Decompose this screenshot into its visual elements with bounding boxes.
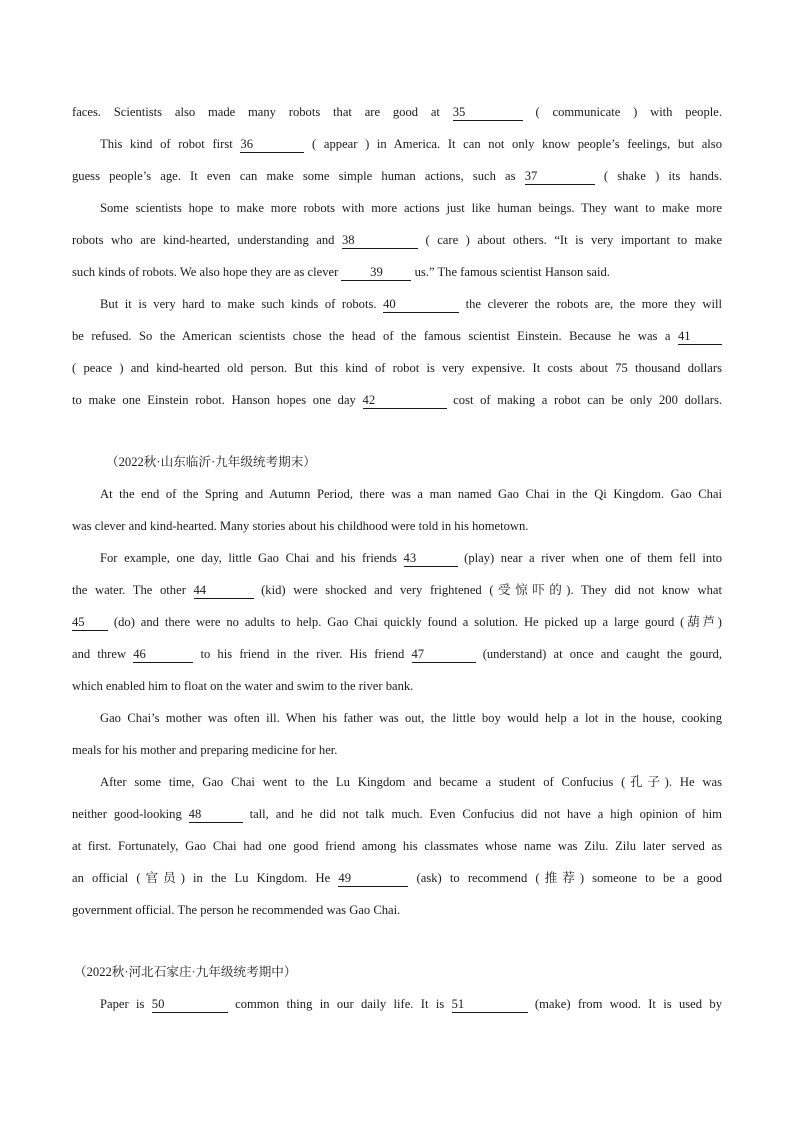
p2-line-11: neither good-looking 48 tall, and he did not talk much. Even Confucius did not have a high opinion of him: [72, 807, 722, 821]
p1-line-7: But it is very hard to make such kinds of robots. 40 the cleverer the robots are, the more they will: [100, 297, 722, 311]
p2-line-14: government official. The person he recommended was Gao Chai.: [72, 903, 401, 917]
p2-line-8: Gao Chai’s mother was often ill. When his father was out, the little boy would help a lot in the house, cooking: [100, 711, 722, 725]
blank-37[interactable]: 37: [525, 168, 595, 185]
blank-40[interactable]: 40: [383, 296, 459, 313]
p1-line-4: Some scientists hope to make more robots with more actions just like human beings. They want to make more: [100, 201, 722, 215]
blank-44[interactable]: 44: [194, 582, 254, 599]
blank-39[interactable]: 39: [341, 264, 411, 281]
passage3-heading: （2022秋·河北石家庄·九年级统考期中）: [74, 965, 297, 979]
p1-line-9: ( peace ) and kind-hearted old person. But this kind of robot is very expensive. It costs about 75 thousand dollars: [72, 361, 722, 375]
blank-48[interactable]: 48: [189, 806, 243, 823]
blank-45[interactable]: 45: [72, 614, 108, 631]
blank-47[interactable]: 47: [412, 646, 476, 663]
p2-line-12: at first. Fortunately, Gao Chai had one good friend among his classmates whose name was Zilu. Zilu later served as: [72, 839, 722, 853]
blank-36[interactable]: 36: [240, 136, 304, 153]
p2-line-2: was clever and kind-hearted. Many stories about his childhood were told in his hometown.: [72, 519, 529, 533]
blank-35[interactable]: 35: [453, 104, 523, 121]
p1-line-5: robots who are kind-hearted, understanding and 38 ( care ) about others. “It is very important to make: [72, 233, 722, 247]
blank-50[interactable]: 50: [152, 996, 228, 1013]
p1-line-8: be refused. So the American scientists chose the head of the famous scientist Einstein. Because he was a 41: [72, 320, 722, 352]
blank-49[interactable]: 49: [338, 870, 408, 887]
blank-51[interactable]: 51: [452, 996, 528, 1013]
blank-41[interactable]: 41: [678, 328, 722, 345]
p2-line-13: an official (官员) in the Lu Kingdom. He 49 (ask) to recommend (推荐) someone to be a good: [72, 871, 722, 885]
p1-line-10: to make one Einstein robot. Hanson hopes one day 42 cost of making a robot can be only 200 dollars.: [72, 393, 722, 407]
p2-line-4: the water. The other 44 (kid) were shocked and very frightened (受惊吓的). They did not know what: [72, 583, 722, 597]
p2-line-1: At the end of the Spring and Autumn Period, there was a man named Gao Chai in the Qi Kingdom. Gao Chai: [100, 487, 722, 501]
p3-line-1: Paper is 50 common thing in our daily life. It is 51 (make) from wood. It is used by: [100, 997, 722, 1011]
p2-line-3: For example, one day, little Gao Chai and his friends 43 (play) near a river when one of them fell into: [100, 551, 722, 565]
blank-43[interactable]: 43: [404, 550, 458, 567]
p1-line-6: such kinds of robots. We also hope they are as clever 39 us.” The famous scientist Hanson said.: [72, 265, 610, 279]
p2-line-6: and threw 46 to his friend in the river. His friend 47 (understand) at once and caught the gourd,: [72, 647, 723, 661]
p1-line-2: This kind of robot first 36 ( appear ) in America. It can not only know people’s feelings, but also: [100, 137, 723, 151]
passage2-heading: （2022秋·山东临沂·九年级统考期末）: [106, 455, 316, 469]
p2-line-7: which enabled him to float on the water and swim to the river bank.: [72, 679, 414, 693]
blank-38[interactable]: 38: [342, 232, 418, 249]
blank-46[interactable]: 46: [133, 646, 193, 663]
p2-line-10: After some time, Gao Chai went to the Lu Kingdom and became a student of Confucius (孔子). He was: [100, 775, 722, 789]
p2-line-9: meals for his mother and preparing medicine for her.: [72, 743, 338, 757]
blank-42[interactable]: 42: [363, 392, 447, 409]
p1-line-3: guess people’s age. It even can make some simple human actions, such as 37 ( shake ) its hands.: [72, 169, 723, 183]
p1-line-1: faces. Scientists also made many robots that are good at 35 ( communicate ) with people.: [72, 105, 722, 119]
p2-line-5: 45 (do) and there were no adults to help. Gao Chai quickly found a solution. He picked up a large gourd (葫芦): [72, 615, 722, 629]
